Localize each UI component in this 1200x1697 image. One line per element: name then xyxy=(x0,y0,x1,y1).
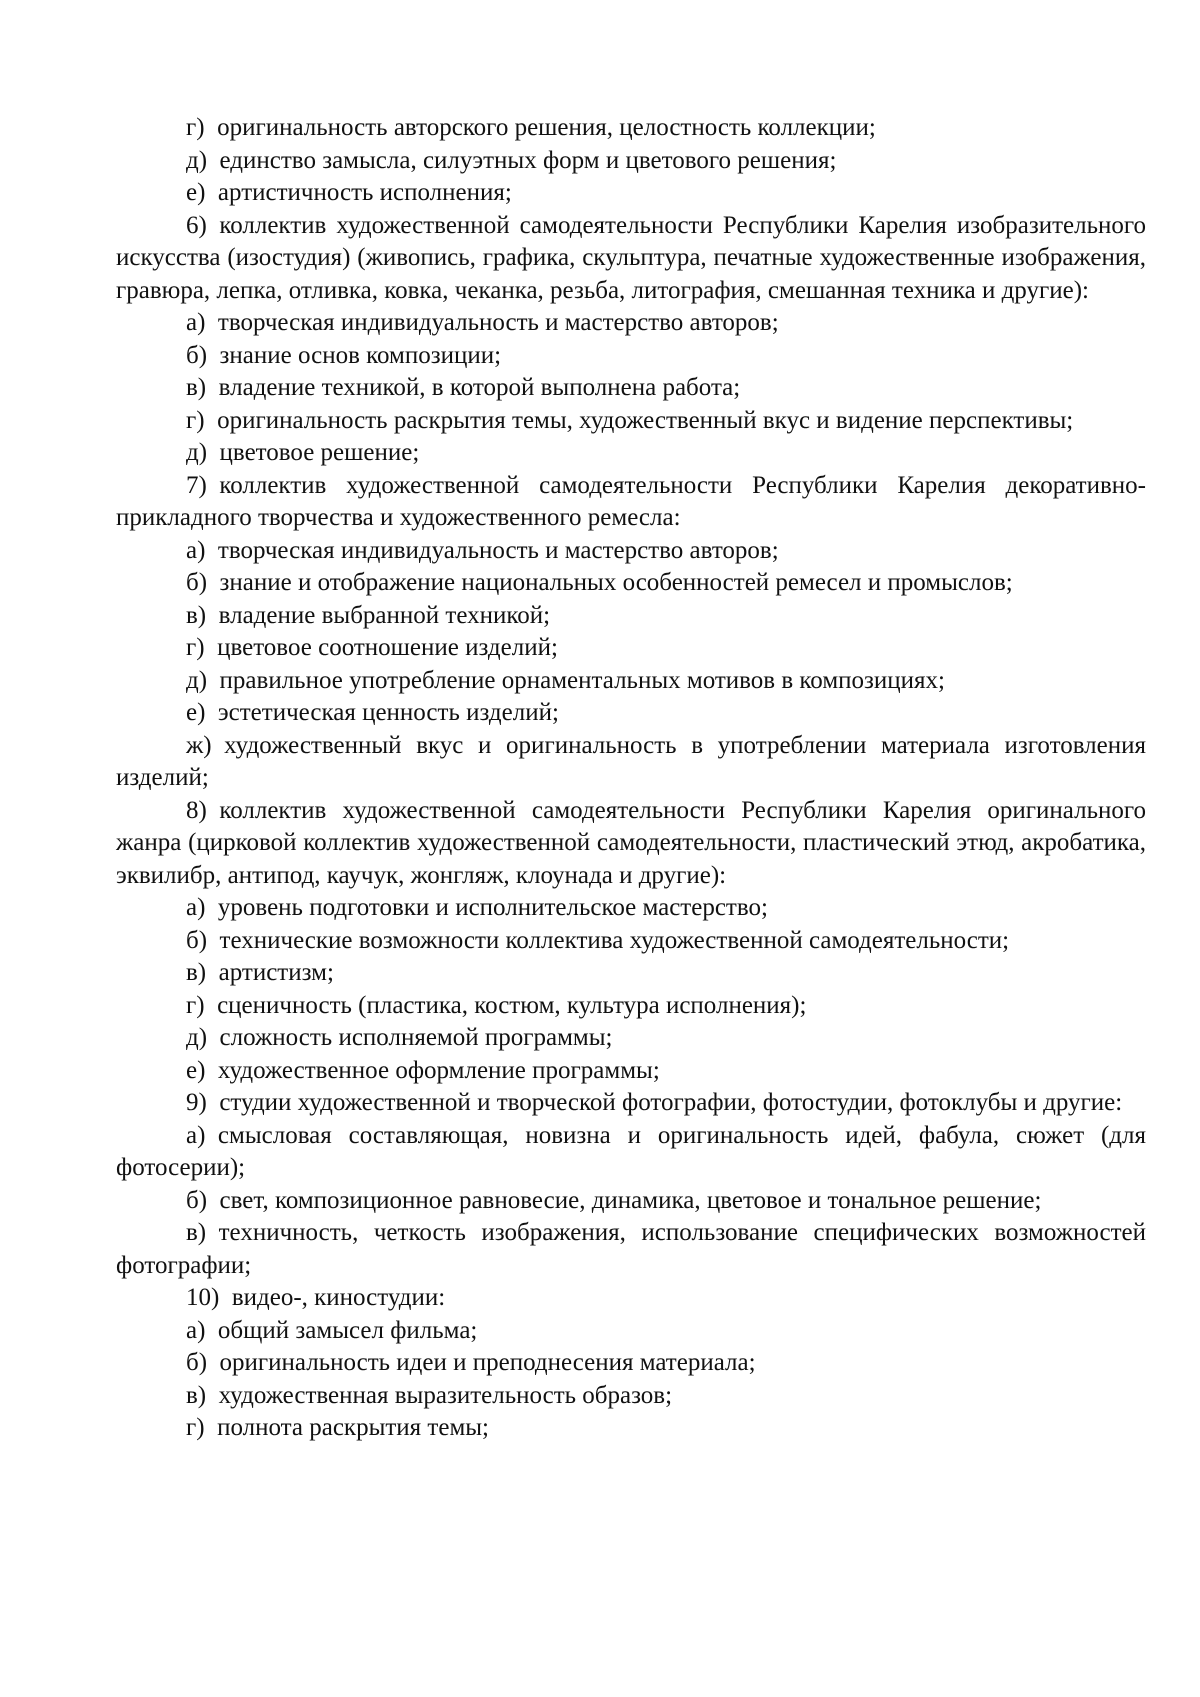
list-item: е) артистичность исполнения; xyxy=(186,179,512,206)
list-item: б) знание основ композиции; xyxy=(186,341,502,369)
list-item: г) сценичность (пластика, костюм, культура исполнения); xyxy=(186,991,807,1019)
list-item: а) творческая индивидуальность и мастерство авторов; xyxy=(186,309,779,336)
list-item: г) цветовое соотношение изделий; xyxy=(186,634,558,661)
list-item: 6) коллектив художественной самодеятельности Республики Карелия изобразительного искусства (изостудия) (живопись, графика, скульптура, печатные художественные изображения, гравюра, лепка, отливка, ковка, чеканка, резьба, литография, смешанная техника и другие): xyxy=(116,211,1146,304)
list-item: е) художественное оформление программы; xyxy=(186,1056,660,1084)
list-item: б) оригинальность идеи и преподнесения материала; xyxy=(186,1349,756,1376)
list-item: в) артистизм; xyxy=(186,959,334,986)
list-item: 10) видео-, киностудии: xyxy=(186,1284,446,1311)
list-item: б) технические возможности коллектива художественной самодеятельности; xyxy=(186,926,1010,954)
list-item: б) свет, композиционное равновесие, динамика, цветовое и тональное решение; xyxy=(186,1186,1042,1214)
list-item: 7) коллектив художественной самодеятельности Республики Карелия декоративно- прикладного творчества и художественного ремесла: xyxy=(116,471,1146,531)
list-item: г) оригинальность авторского решения, целостность коллекции; xyxy=(186,114,876,141)
document-body xyxy=(116,112,1146,1445)
list-item: в) владение техникой, в которой выполнена работа; xyxy=(186,374,741,401)
list-item: д) цветовое решение; xyxy=(186,439,420,466)
list-item: а) уровень подготовки и исполнительское мастерство; xyxy=(186,894,768,921)
list-item: в) техничность, четкость изображения, использование специфических возможностей фотографии; xyxy=(116,1219,1146,1279)
list-item: б) знание и отображение национальных особенностей ремесел и промыслов; xyxy=(186,569,1013,596)
list-item: е) эстетическая ценность изделий; xyxy=(186,699,559,726)
list-item: в) владение выбранной техникой; xyxy=(186,601,551,629)
list-item: д) сложность исполняемой программы; xyxy=(186,1024,613,1051)
list-item: 8) коллектив художественной самодеятельности Республики Карелия оригинального жанра (цирковой коллектив художественной самодеятельности, пластический этюд, акробатика, эквилибр, антипод, каучук, жонгляж, клоунада и другие): xyxy=(116,796,1146,889)
list-item: в) художественная выразительность образов; xyxy=(186,1381,673,1409)
list-item: д) правильное употребление орнаментальных мотивов в композициях; xyxy=(186,666,945,694)
list-item: а) смысловая составляющая, новизна и оригинальность идей, фабула, сюжет (для фотосерии); xyxy=(116,1121,1146,1181)
list-item: д) единство замысла, силуэтных форм и цветового решения; xyxy=(186,146,837,174)
list-item: а) творческая индивидуальность и мастерство авторов; xyxy=(186,536,779,564)
list-item: г) оригинальность раскрытия темы, художественный вкус и видение перспективы; xyxy=(186,406,1074,434)
list-item: а) общий замысел фильма; xyxy=(186,1316,478,1344)
list-item: ж) художественный вкус и оригинальность в употреблении материала изготовления изделий; xyxy=(116,731,1146,791)
list-item: 9) студии художественной и творческой фотографии, фотостудии, фотоклубы и другие: xyxy=(186,1089,1123,1116)
list-item: г) полнота раскрытия темы; xyxy=(186,1414,490,1441)
